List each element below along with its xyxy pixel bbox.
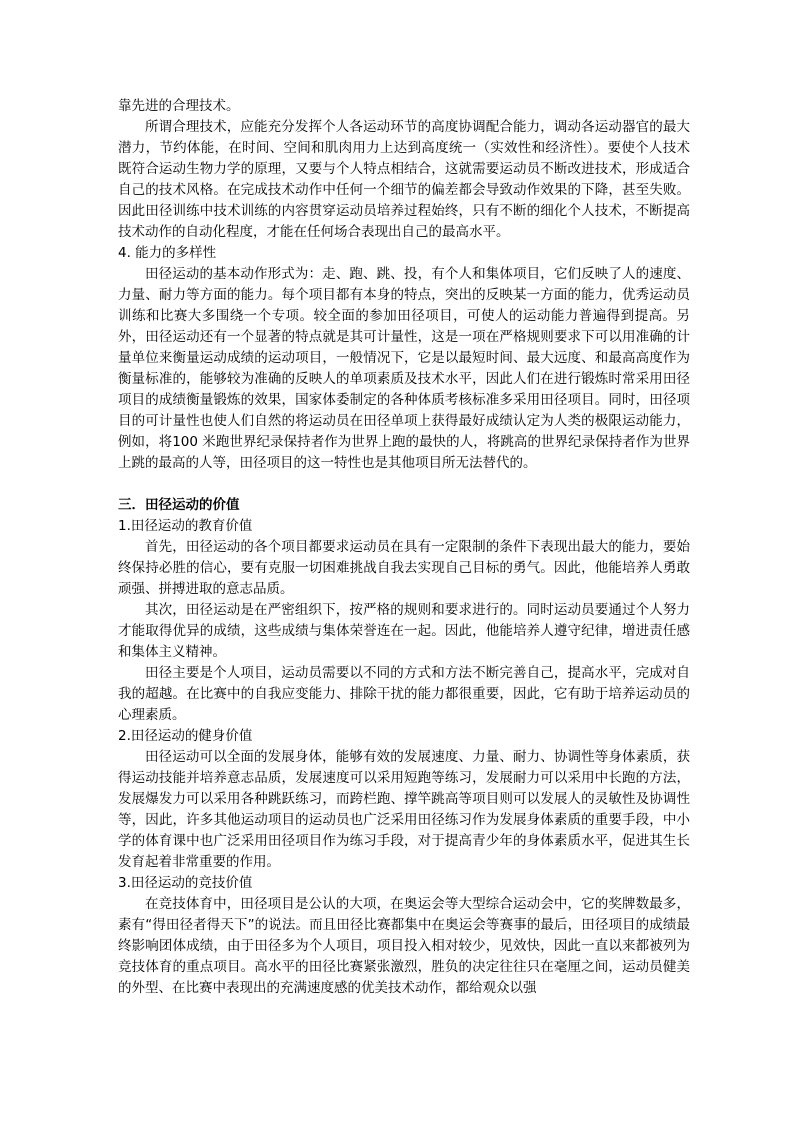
paragraph-competitive-value: 在竞技体育中，田径项目是公认的大项，在奥运会等大型综合运动会中，它的奖牌数最多，素有“得田径者得天下”的说法。而且田径比赛都集中在奥运会等赛事的最后，田径项目的成绩最终影响团体成绩，由于田径多为个人项目，项目投入相对较少，见效快，因此一直以来都被列为竞技体育的重点项目。高水平的田径比赛紧张激烈，胜负的决定往往只在毫厘之间，运动员健美的外型、在比赛中表现出的充满速度感的优美技术动作，都给观众以强 [118, 896, 690, 996]
section-title-track-value: 三．田径运动的价值 [118, 497, 240, 513]
paragraph-educational-value-1: 首先，田径运动的各个项目都要求运动员在具有一定限制的条件下表现出最大的能力，要始终保持必胜的信心，要有克服一切困难挑战自我去实现自己目标的勇气。因此，他能培养人勇敢顽强、拼搏进取的意志品质。 [118, 539, 690, 597]
paragraph-fitness-value: 田径运动可以全面的发展身体，能够有效的发展速度、力量、耐力、协调性等身体素质，获得运动技能并培养意志品质，发展速度可以采用短跑等练习，发展耐力可以采用中长跑的方法，发展爆发力可以采用各种跳跃练习，而跨栏跑、撑竿跳高等项目则可以发展人的灵敏性及协调性等，因此，许多其他运动项目的运动员也广泛采用田径练习作为发展身体素质的重要手段，中小学的体育课中也广泛采用田径项目作为练习手段，对于提高青少年的身体素质水平，促进其生长发育起着非常重要的作用。 [118, 749, 690, 870]
paragraph-educational-value-2: 其次，田径运动是在严密组织下，按严格的规则和要求进行的。同时运动员要通过个人努力才能取得优异的成绩，这些成绩与集体荣誉连在一起。因此，他能培养人遵守纪律，增进责任感和集体主义精神。 [118, 602, 690, 660]
subheading-ability-diversity: 4. 能力的多样性 [118, 245, 217, 261]
paragraph-reasonable-technique: 所谓合理技术，应能充分发挥个人各运动环节的高度协调配合能力，调动各运动器官的最大潜力，节约体能，在时间、空间和肌肉用力上达到高度统一（实效性和经济性）。要使个人技术既符合运动生物力学的原理，又要与个人特点相结合，这就需要运动员不断改进技术，形成适合自己的技术风格。在完成技术动作中任何一个细节的偏差都会导致动作效果的下降，甚至失败。因此田径训练中技术训练的内容贯穿运动员培养过程始终，只有不断的细化个人技术，不断提高技术动作的自动化程度，才能在任何场合表现出自己的最高水平。 [118, 119, 690, 240]
paragraph-ability-diversity: 田径运动的基本动作形式为：走、跑、跳、投，有个人和集体项目，它们反映了人的速度、力量、耐力等方面的能力。每个项目都有本身的特点，突出的反映某一方面的能力，优秀运动员训练和比赛大多围绕一个专项。较全面的参加田径项目，可使人的运动能力普遍得到提高。另外，田径运动还有一个显著的特点就是其可计量性，这是一项在严格规则要求下可以用准确的计量单位来衡量运动成绩的运动项目，一般情况下，它是以最短时间、最大远度、和最高高度作为衡量标准的，能够较为准确的反映人的单项素质及技术水平，因此人们在进行锻炼时常采用田径项目的成绩衡量锻炼的效果，国家体委制定的各种体质考核标准多采用田径项目。同时，田径项目的可计量性也使人们自然的将运动员在田径单项上获得最好成绩认定为人类的极限运动能力，例如，将100 米跑世界纪录保持者作为世界上跑的最快的人，将跳高的世界纪录保持者作为世界上跳的最高的人等，田径项目的这一特性也是其他项目所无法替代的。 [118, 266, 690, 471]
subheading-fitness-value: 2.田径运动的健身价值 [118, 728, 253, 744]
paragraph-educational-value-3: 田径主要是个人项目，运动员需要以不同的方式和方法不断完善自己，提高水平，完成对自我的超越。在比赛中的自我应变能力、排除干扰的能力都很重要，因此，它有助于培养运动员的心理素质。 [118, 665, 690, 723]
subheading-competitive-value: 3.田径运动的竞技价值 [118, 875, 253, 891]
subheading-educational-value: 1.田径运动的教育价值 [118, 518, 253, 534]
paragraph-intro-end: 靠先进的合理技术。 [118, 98, 240, 114]
document-body [118, 96, 690, 999]
